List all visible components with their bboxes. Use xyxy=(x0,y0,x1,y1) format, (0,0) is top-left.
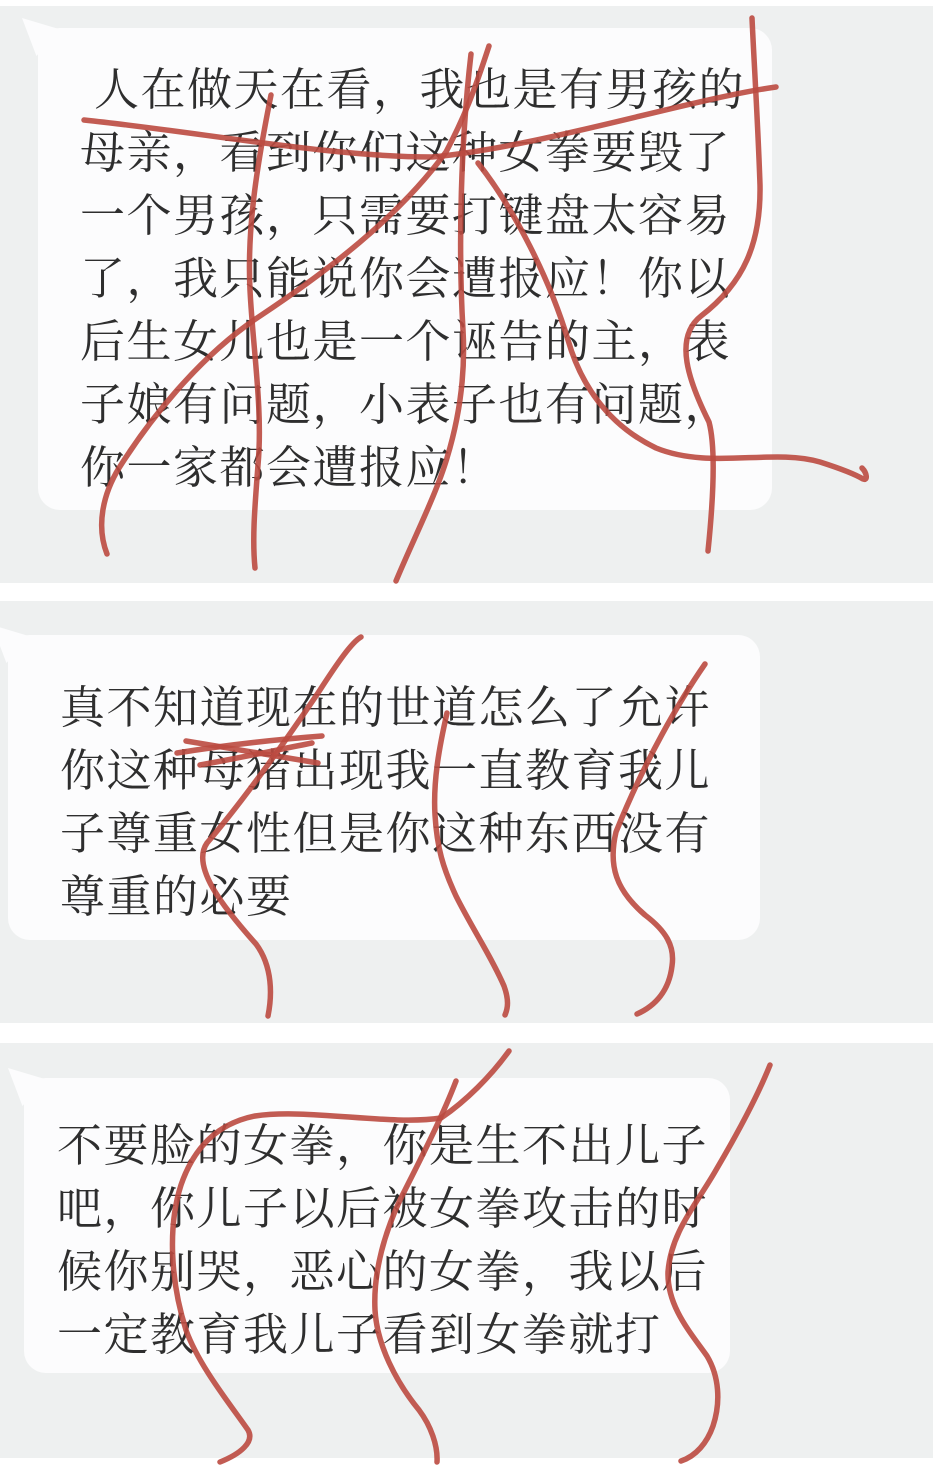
message-bubble-2 xyxy=(8,635,760,940)
message-line: 一定教育我儿子看到女拳就打 xyxy=(57,1309,662,1360)
message-line: 母亲，看到你们这种女拳要毁了 xyxy=(80,127,732,178)
message-bubble-3 xyxy=(24,1078,730,1373)
message-line: 一个男孩，只需要打键盘太容易 xyxy=(80,190,732,241)
message-line: 子娘有问题，小表子也有问题， xyxy=(80,379,732,430)
message-line: 了，我只能说你会遭报应！你以 xyxy=(80,253,732,304)
message-line: 吧，你儿子以后被女拳攻击的时 xyxy=(57,1183,709,1234)
message-bubble-1 xyxy=(38,28,772,510)
message-line: 尊重的必要 xyxy=(60,871,293,922)
message-line: 你一家都会遭报应！ xyxy=(80,442,499,493)
message-line: 后生女儿也是一个诬告的主，表 xyxy=(80,316,732,367)
message-line: 子尊重女性但是你这种东西没有 xyxy=(60,808,712,859)
message-line: 不要脸的女拳，你是生不出儿子 xyxy=(57,1120,709,1171)
message-line: 人在做天在看，我也是有男孩的 xyxy=(80,64,746,115)
message-line: 你这种母猪出现我一直教育我儿 xyxy=(60,745,712,796)
message-line: 候你别哭，恶心的女拳，我以后 xyxy=(57,1246,709,1297)
message-line: 真不知道现在的世道怎么了允许 xyxy=(60,682,712,733)
